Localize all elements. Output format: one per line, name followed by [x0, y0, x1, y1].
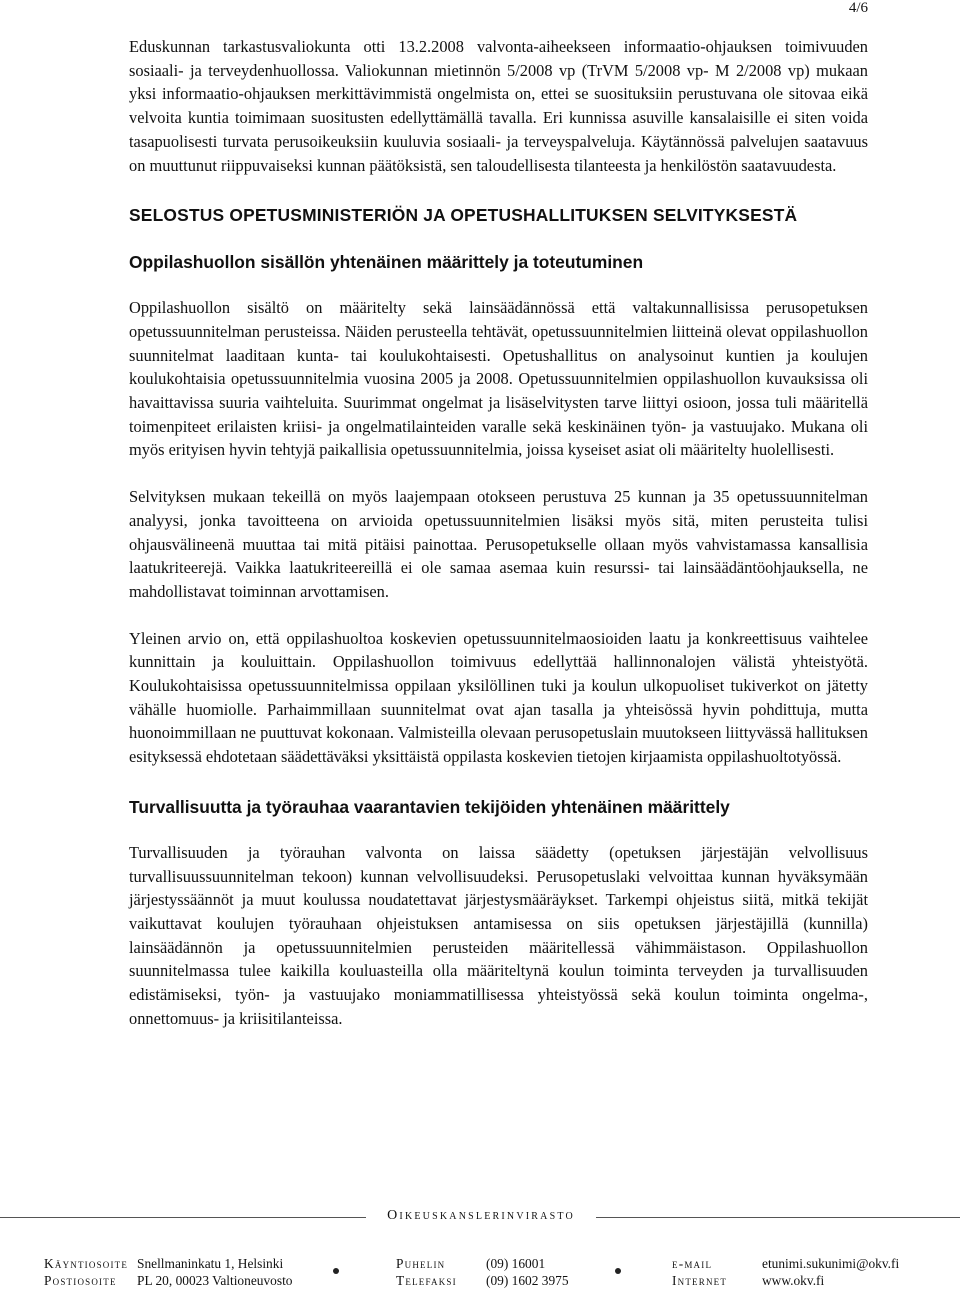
page-footer: [0, 1205, 960, 1291]
subheading-turvallisuus: Turvallisuutta ja työrauhaa vaarantavien tekijöiden yhtenäinen määrittely: [129, 796, 730, 817]
page-number: 4/6: [848, 0, 868, 16]
visit-address-label: Käyntiosoite: [44, 1256, 129, 1271]
visit-address-value: Snellmaninkatu 1, Helsinki: [137, 1256, 284, 1271]
phone-label: Puhelin: [396, 1256, 446, 1271]
email-label: e-mail: [672, 1256, 713, 1271]
footer-rule-right: [596, 1217, 960, 1218]
postal-address-value: PL 20, 00023 Valtioneuvosto: [137, 1273, 293, 1288]
separator-dot: [333, 1268, 339, 1274]
paragraph-oppilashuolto-content: Oppilashuollon sisältö on määritelty sekä lainsäädännössä että valtakunnallisissa perusopetuksen opetussuunnitelman perusteissa. Näiden perusteella tehtävät, opetussuunnitelmien liitteinä olevat oppilashuollon suunnitelmat laaditaan kunta- tai koulukohtaisesti. Opetushallitus on analysoinut kuntien ja koulujen koulukohtaisia opetussuunnitelmia vuosina 2005 ja 2008. Opetussuunnitelmien oppilashuollon kuvauksissa oli havaittavissa suuria vaihteluita. Suurimmat ongelmat ja lisäselvitysten tarve liittyi osioon, jossa tuli määritellä toimenpiteet erilaisten kriisi- ja ongelmatilainteiden varalle sekä keskinäinen työn- ja vastuujako. Mukana oli myös erityisen hyvin tehtyjä paikallisia opetussuunnitelmia, joissa kyseiset asiat oli määritelty huolellisesti.: [129, 298, 868, 460]
main-heading: SELOSTUS OPETUSMINISTERIÖN JA OPETUSHALLITUKSEN SELVITYKSESTÄ: [129, 205, 798, 226]
separator-dot: [615, 1268, 621, 1274]
paragraph-selvitys: Selvityksen mukaan tekeillä on myös laajempaan otokseen perustuva 25 kunnan ja 35 opetussuunnitelman analyysi, jonka tavoitteena on arvioida opetussuunnitelmien lisäksi myös sitä, miten perusteita tulisi ohjausvälineenä muuttaa tai mitä pitäisi painottaa. Perusopetukselle ollaan myös vahvistamassa kansallisia laatukriteerejä. Vaikka laatukriteereillä ei ole samaa asemaa kuin resurssi- tai lainsäädäntöohjauksella, ne mahdollistavat toiminnan arvottamisen.: [129, 487, 868, 601]
subheading-oppilashuolto: Oppilashuollon sisällön yhtenäinen määrittely ja toteutuminen: [129, 252, 644, 273]
internet-label: Internet: [672, 1273, 728, 1288]
postal-address-label: Postiosoite: [44, 1273, 117, 1288]
internet-value: www.okv.fi: [762, 1273, 825, 1288]
footer-rule-left: [0, 1217, 366, 1218]
paragraph-turvallisuus: Turvallisuuden ja työrauhan valvonta on laissa säädetty (opetuksen järjestäjän velvollisuus turvallisuussuunnitelman tekoon) kunnan velvollisuudeksi. Perusopetuslaki velvoittaa kunnan hyväksymään järjestyssäännöt ja muut koulussa noudatettavat järjestysmääräykset. Tarkempi ohjeistus siitä, mitkä tekijät vaikuttavat koulujen työrauhaan ohjeistuksen antamisessa on siis opetuksen järjestäjillä (kunnilla) lainsäädännön ja opetussuunnitelmien perusteiden määritellessä vähimmäistason. Oppilashuollon suunnitelmassa tulee kaikilla kouluasteilla olla määriteltynä koulun toiminta terveyden ja turvallisuuden edistämiseksi, työn- ja vastuujako moniammatillisessa yhteistyössä sekä koulun toiminta ongelma-, onnettomuus- ja kriisitilanteissa.: [129, 842, 868, 1028]
fax-label: Telefaksi: [396, 1273, 457, 1288]
email-value: etunimi.sukunimi@okv.fi: [762, 1256, 900, 1271]
document-body: [129, 35, 868, 1031]
fax-value: (09) 1602 3975: [486, 1273, 569, 1288]
phone-value: (09) 16001: [486, 1256, 546, 1271]
paragraph-intro: Eduskunnan tarkastusvaliokunta otti 13.2.2008 valvonta-aiheekseen informaatio-ohjauksen toimivuuden sosiaali- ja terveydenhuollossa. Valiokunnan mietinnön 5/2008 vp (TrVM 5/2008 vp- M 2/2008 vp) mukaan yksi informaatio-ohjauksen merkittävimmistä ongelmista on, ettei se suosituksiin perustuvana ole sitovaa eikä velvoita kuntia toimimaan suositusten edellyttämällä tavalla. Eri kunnissa asuville kansalaisille ei siten voida tasapuolisesti turvata perusoikeuksiin kuuluvia sosiaali- ja terveyspalveluja. Käytännössä palvelujen saatavuus on muuttunut riippuvaiseksi kunnan päätöksistä, sen taloudellisesta tilanteesta ja henkilöstön saatavuudesta.: [129, 37, 868, 175]
paragraph-yleinen-arvio: Yleinen arvio on, että oppilashuoltoa koskevien opetussuunnitelmaosioiden laatu ja konkreettisuus vaihtelee kunnittain ja kouluittain. Oppilashuollon toimivuus edellyttää hallinnonalojen välistä yhteistyötä. Koulukohtaisissa opetussuunnitelmissa oppilaan yksilöllinen tuki ja koulun ulkopuoliset tukiverkot on jätetty vähälle huomiolle. Parhaimmillaan suunnitelmat ovat ajan tasalla ja yhteisössä hyvin pohdittuja, mutta huonoimmillaan ne puuttuvat kokonaan. Valmisteilla olevaan perusopetuslain muutokseen liittyvässä hallituksen esityksessä ehdotetaan säädettäväksi yksittäistä oppilasta koskevien tietojen kirjaamista oppilashuoltotyössä.: [129, 628, 868, 767]
office-name: Oikeuskanslerinvirasto: [387, 1208, 575, 1223]
